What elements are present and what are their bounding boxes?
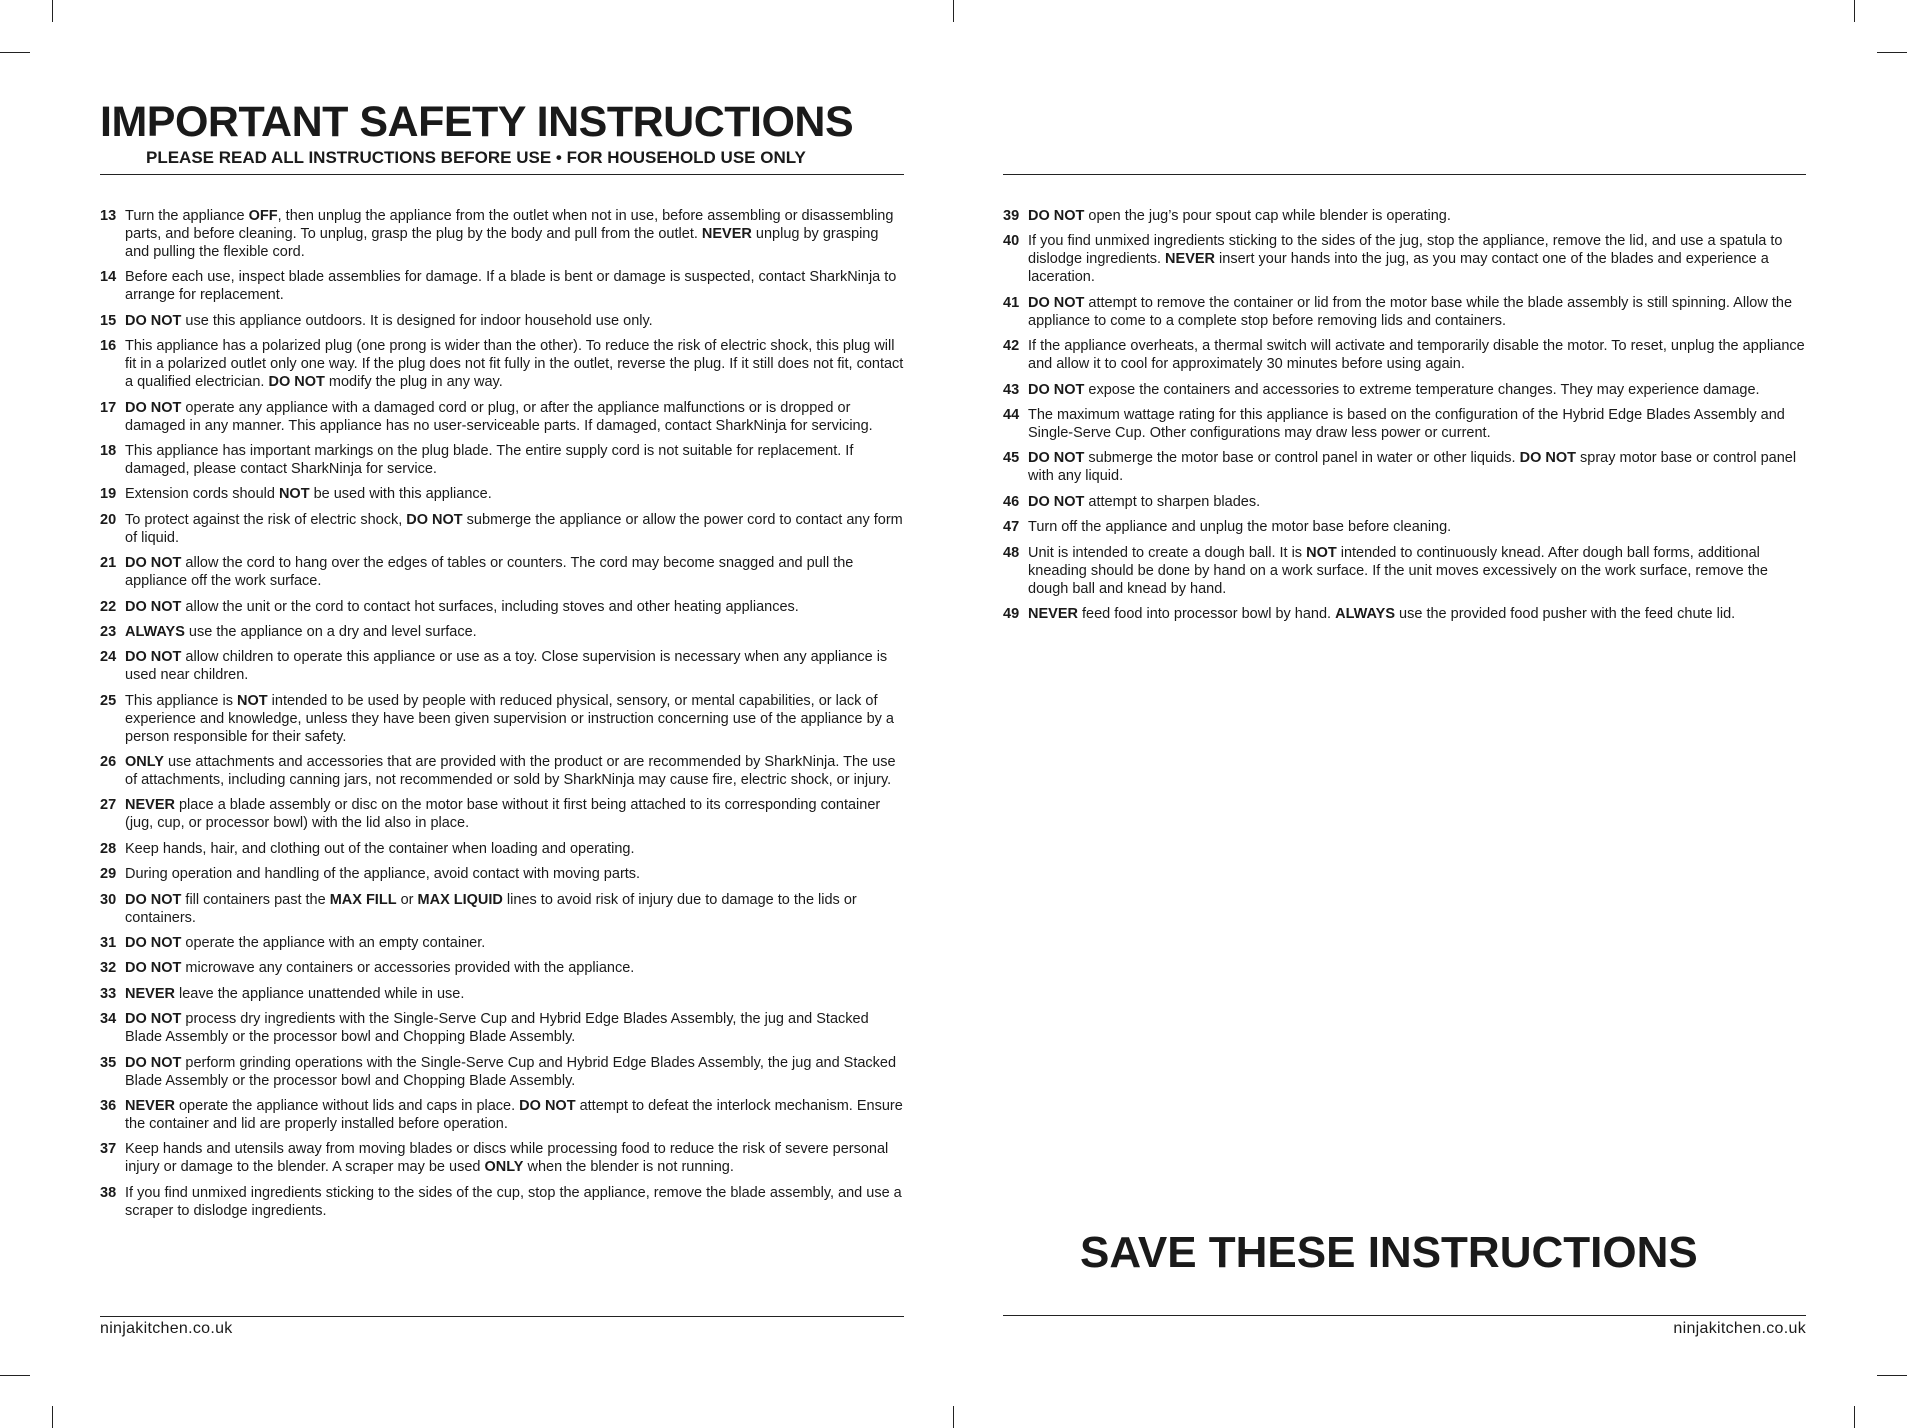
footer-url: ninjakitchen.co.uk — [1673, 1320, 1806, 1337]
instruction-text: DO NOT submerge the motor base or control panel in water or other liquids. DO NOT spray motor base or control panel with any liquid. — [1028, 450, 1797, 485]
instruction-item — [1003, 605, 1806, 623]
instruction-item — [1003, 337, 1806, 373]
instruction-text: Extension cords should NOT be used with this appliance. — [125, 486, 492, 503]
instruction-item — [1003, 207, 1806, 225]
header-divider — [1003, 174, 1806, 175]
instruction-number: 39 — [1003, 208, 1020, 224]
instruction-text: DO NOT microwave any containers or accessories provided with the appliance. — [125, 960, 635, 977]
instruction-text: Turn the appliance OFF, then unplug the appliance from the outlet when not in use, before assembling or disassembling parts, and before cleaning. To unplug, grasp the plug by the body and pull from the outlet. NEVER unplug by grasping and pulling the flexible cord. — [125, 208, 894, 260]
instruction-number: 16 — [100, 338, 117, 355]
instruction-list-right — [1003, 207, 1806, 630]
instruction-item — [1003, 232, 1806, 286]
instruction-text: DO NOT use this appliance outdoors. It is designed for indoor household use only. — [125, 312, 653, 329]
instruction-number: 23 — [100, 623, 117, 640]
instruction-text: NEVER operate the appliance without lids and caps in place. DO NOT attempt to defeat the interlock mechanism. Ensure the container and lid are properly installed before operation. — [125, 1097, 903, 1132]
instruction-number: 30 — [100, 891, 117, 908]
instruction-item — [100, 399, 904, 435]
instruction-number: 21 — [100, 555, 117, 572]
instruction-item — [100, 753, 904, 789]
instruction-text: DO NOT operate the appliance with an empty container. — [125, 935, 486, 952]
instruction-text: DO NOT attempt to remove the container or lid from the motor base while the blade assembly is still spinning. Allow the appliance to come to a complete stop before removing lids and containers. — [1028, 294, 1793, 329]
crop-mark — [0, 1375, 30, 1376]
instruction-text: This appliance has important markings on the plug blade. The entire supply cord is not suitable for replacement. If damaged, please contact SharkNinja for service. — [125, 442, 854, 477]
crop-mark — [1877, 52, 1907, 53]
instruction-number: 43 — [1003, 381, 1020, 398]
instruction-text: DO NOT allow children to operate this appliance or use as a toy. Close supervision is necessary when any appliance is used near children. — [125, 649, 888, 684]
instruction-number: 36 — [100, 1097, 117, 1114]
instruction-item — [100, 598, 904, 616]
instruction-text: During operation and handling of the appliance, avoid contact with moving parts. — [125, 866, 641, 883]
instruction-text: If you find unmixed ingredients sticking to the sides of the cup, stop the appliance, remove the blade assembly, and use a scraper to dislodge ingredients. — [125, 1184, 902, 1219]
instruction-text: Keep hands and utensils away from moving blades or discs while processing food to reduce the risk of severe personal injury or damage to the blender. A scraper may be used ONLY when the blender is not running. — [125, 1141, 889, 1176]
instruction-item — [100, 268, 904, 304]
instruction-item — [100, 985, 904, 1003]
instruction-number: 49 — [1003, 605, 1020, 622]
page-title: IMPORTANT SAFETY INSTRUCTIONS — [100, 98, 854, 146]
instruction-text: To protect against the risk of electric shock, DO NOT submerge the appliance or allow the power cord to contact any form of liquid. — [125, 511, 903, 546]
instruction-item — [1003, 493, 1806, 511]
instruction-number: 17 — [100, 399, 117, 416]
instruction-text: DO NOT allow the cord to hang over the edges of tables or counters. The cord may become snagged and pull the appliance off the work surface. — [125, 555, 854, 590]
instruction-text: This appliance has a polarized plug (one prong is wider than the other). To reduce the risk of electric shock, this plug will fit in a polarized outlet only one way. If the plug does not fit fully in the outlet, reverse the plug. If it still does not fit, contact a qualified electrician. DO NOT modify the plug in any way. — [125, 338, 904, 391]
instruction-number: 40 — [1003, 233, 1020, 250]
instruction-item — [100, 1140, 904, 1176]
instruction-item — [100, 1054, 904, 1090]
header-divider — [100, 174, 904, 175]
instruction-number: 29 — [100, 866, 117, 883]
instruction-item — [100, 959, 904, 977]
instruction-number: 44 — [1003, 406, 1020, 423]
instruction-item — [1003, 544, 1806, 598]
instruction-item — [100, 623, 904, 641]
instruction-number: 18 — [100, 442, 117, 459]
instruction-item — [1003, 381, 1806, 399]
instruction-number: 19 — [100, 486, 117, 503]
instruction-item — [100, 1010, 904, 1046]
instruction-number: 31 — [100, 935, 117, 952]
instruction-number: 15 — [100, 312, 117, 329]
instruction-number: 32 — [100, 960, 117, 977]
instruction-number: 37 — [100, 1141, 117, 1158]
instruction-number: 27 — [100, 797, 117, 814]
instruction-text: DO NOT expose the containers and accessories to extreme temperature changes. They may experience damage. — [1028, 381, 1760, 398]
instruction-item — [100, 891, 904, 927]
instruction-text: If the appliance overheats, a thermal switch will activate and temporarily disable the motor. To reset, unplug the appliance and allow it to cool for approximately 30 minutes before using again. — [1028, 338, 1805, 373]
instruction-text: Keep hands, hair, and clothing out of the container when loading and operating. — [125, 840, 635, 857]
instruction-text: DO NOT operate any appliance with a damaged cord or plug, or after the appliance malfunctions or is dropped or damaged in any manner. This appliance has no user-serviceable parts. If damaged, contact SharkNinja for servicing. — [125, 399, 873, 434]
instruction-item — [100, 934, 904, 952]
instruction-number: 45 — [1003, 450, 1020, 467]
instruction-item — [100, 796, 904, 832]
instruction-text: This appliance is NOT intended to be used by people with reduced physical, sensory, or mental capabilities, or lack of experience and knowledge, unless they have been given supervision or instruction concerning use of the appliance by a person responsible for their safety. — [125, 692, 894, 745]
instruction-text: DO NOT attempt to sharpen blades. — [1028, 493, 1261, 510]
instruction-number: 33 — [100, 985, 117, 1002]
instruction-number: 34 — [100, 1011, 117, 1028]
instruction-text: Turn off the appliance and unplug the motor base before cleaning. — [1028, 519, 1452, 536]
instruction-text: NEVER leave the appliance unattended while in use. — [125, 985, 465, 1002]
instruction-number: 24 — [100, 649, 117, 666]
instruction-number: 47 — [1003, 519, 1020, 536]
footer-url: ninjakitchen.co.uk — [100, 1320, 233, 1337]
save-instructions-heading: SAVE THESE INSTRUCTIONS — [1080, 1228, 1698, 1277]
instruction-text: DO NOT perform grinding operations with the Single-Serve Cup and Hybrid Edge Blades Assembly, the jug and Stacked Blade Assembly or the processor bowl and Chopping Blade Assembly. — [125, 1054, 897, 1089]
instruction-item — [100, 554, 904, 590]
instruction-number: 48 — [1003, 544, 1020, 561]
instruction-item — [1003, 406, 1806, 442]
instruction-item — [100, 442, 904, 478]
instruction-text: NEVER place a blade assembly or disc on the motor base without it first being attached to its corresponding container (jug, cup, or processor bowl) with the lid also in place. — [125, 797, 881, 832]
instruction-number: 38 — [100, 1184, 117, 1201]
crop-mark — [1877, 1375, 1907, 1376]
instruction-text: DO NOT open the jug’s pour spout cap while blender is operating. — [1028, 208, 1451, 224]
instruction-number: 14 — [100, 269, 117, 286]
instruction-item — [100, 312, 904, 330]
instruction-text: ONLY use attachments and accessories that are provided with the product or are recommended by SharkNinja. The use of attachments, including canning jars, not recommended or sold by SharkNinja may cause fire, electric shock, or injury. — [125, 754, 896, 789]
instruction-number: 13 — [100, 208, 117, 224]
instruction-number: 41 — [1003, 294, 1020, 311]
instruction-item — [100, 692, 904, 746]
instruction-text: Before each use, inspect blade assemblies for damage. If a blade is bent or damage is suspected, contact SharkNinja to arrange for replacement. — [125, 269, 897, 304]
instruction-text: If you find unmixed ingredients sticking to the sides of the jug, stop the appliance, remove the lid, and use a spatula to dislodge ingredients. NEVER insert your hands into the jug, as you may contact one of the blades and experience a laceration. — [1028, 233, 1783, 286]
instruction-text: DO NOT fill containers past the MAX FILL or MAX LIQUID lines to avoid risk of injury due to damage to the lids or containers. — [125, 891, 857, 926]
instruction-item — [100, 511, 904, 547]
crop-mark — [1854, 0, 1855, 22]
crop-mark — [953, 1406, 954, 1428]
instruction-item — [100, 485, 904, 503]
instruction-item — [100, 840, 904, 858]
crop-mark — [1854, 1406, 1855, 1428]
instruction-text: DO NOT allow the unit or the cord to contact hot surfaces, including stoves and other heating appliances. — [125, 598, 799, 615]
instruction-number: 20 — [100, 511, 117, 528]
instruction-number: 46 — [1003, 493, 1020, 510]
instruction-item — [100, 207, 904, 261]
crop-mark — [52, 0, 53, 22]
instruction-number: 35 — [100, 1054, 117, 1071]
instruction-number: 22 — [100, 598, 117, 615]
instruction-list-left — [100, 207, 904, 1227]
instruction-item — [100, 865, 904, 883]
instruction-item — [100, 648, 904, 684]
crop-mark — [0, 52, 30, 53]
instruction-item — [1003, 449, 1806, 485]
instruction-item — [1003, 294, 1806, 330]
instruction-text: NEVER feed food into processor bowl by hand. ALWAYS use the provided food pusher with the feed chute lid. — [1028, 605, 1736, 622]
instruction-text: ALWAYS use the appliance on a dry and level surface. — [125, 623, 477, 640]
instruction-text: DO NOT process dry ingredients with the Single-Serve Cup and Hybrid Edge Blades Assembly, the jug and Stacked Blade Assembly or the processor bowl and Chopping Blade Assembly. — [125, 1011, 869, 1046]
crop-mark — [52, 1406, 53, 1428]
left-page — [100, 0, 904, 1428]
footer-divider — [100, 1316, 904, 1317]
instruction-number: 42 — [1003, 338, 1020, 355]
instruction-number: 25 — [100, 692, 117, 709]
instruction-item — [100, 1097, 904, 1133]
instruction-item — [100, 1184, 904, 1220]
right-page — [1003, 0, 1806, 1428]
crop-mark — [953, 0, 954, 22]
instruction-number: 26 — [100, 754, 117, 771]
instruction-item — [1003, 518, 1806, 536]
footer-divider — [1003, 1315, 1806, 1316]
instruction-item — [100, 337, 904, 391]
page-subtitle: PLEASE READ ALL INSTRUCTIONS BEFORE USE • FOR HOUSEHOLD USE ONLY — [146, 148, 806, 167]
instruction-text: The maximum wattage rating for this appliance is based on the configuration of the Hybrid Edge Blades Assembly and Single-Serve Cup. Other configurations may draw less power or current. — [1028, 406, 1785, 441]
instruction-text: Unit is intended to create a dough ball. It is NOT intended to continuously knead. After dough ball forms, additional kneading should be done by hand on a work surface. If the unit moves excessively on the work surface, remove the dough ball and knead by hand. — [1028, 544, 1768, 597]
instruction-number: 28 — [100, 840, 117, 857]
